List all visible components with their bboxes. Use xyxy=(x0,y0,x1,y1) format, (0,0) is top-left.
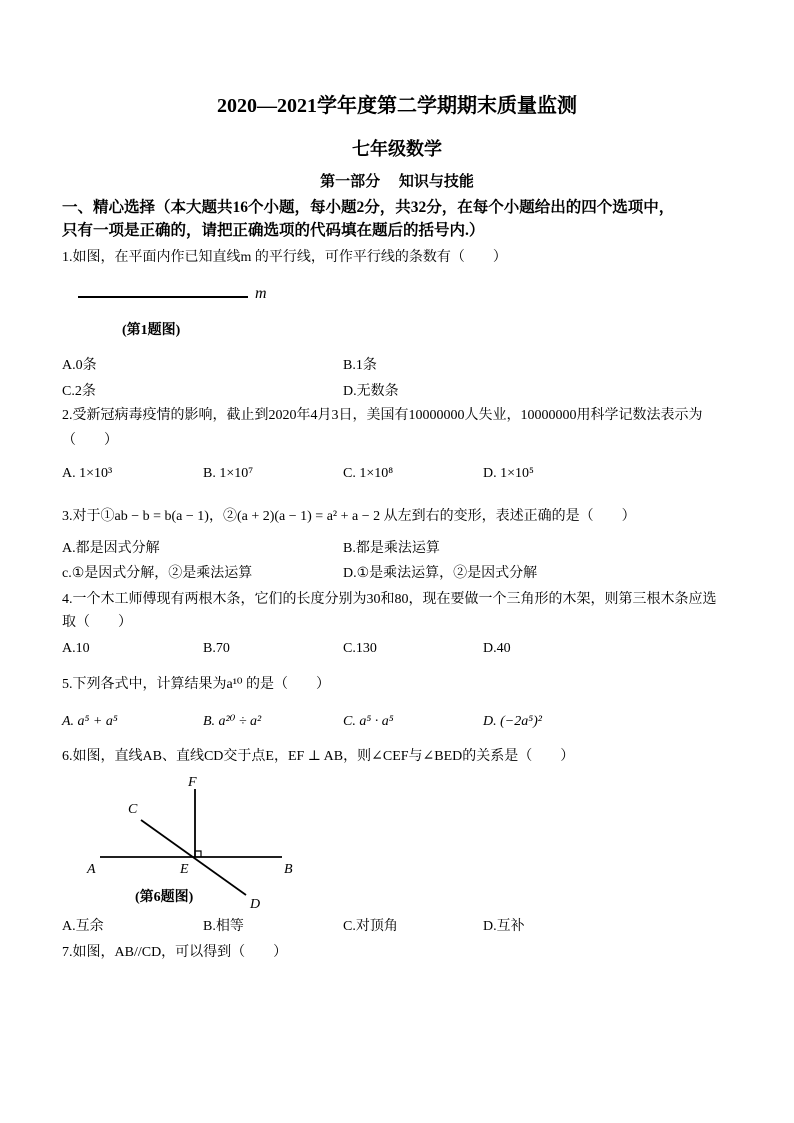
part-heading: 第一部分 知识与技能 xyxy=(320,174,474,190)
q2-option-d: D. 1×10⁵ xyxy=(483,466,534,481)
question-5-stem: 5.下列各式中，计算结果为a¹⁰ 的是（ ） xyxy=(62,677,331,692)
label-f: F xyxy=(188,775,197,790)
q2-option-a: A. 1×10³ xyxy=(62,466,113,481)
figure-1-caption: (第1题图) xyxy=(122,323,181,338)
section-instructions: 一、精心选择（本大题共16个小题，每小题2分，共32分，在每个小题给出的四个选项中， xyxy=(62,199,675,216)
q5-option-c: C. a⁵ · a⁵ xyxy=(343,714,394,729)
q1-option-d: D.无数条 xyxy=(343,384,399,399)
question-6-stem: 6.如图，直线AB、直线CD交于点E，EF ⊥ AB，则∠CEF与∠BED的关系是（ ） xyxy=(62,749,575,764)
q4-option-a: A.10 xyxy=(62,641,90,656)
q3-option-b: B.都是乘法运算 xyxy=(343,541,440,556)
exam-subtitle: 七年级数学 xyxy=(352,139,442,159)
q5-option-b: B. a²⁰ ÷ a² xyxy=(203,714,262,729)
label-d: D xyxy=(250,897,261,912)
q1-option-b: B.1条 xyxy=(343,358,377,373)
question-7-stem: 7.如图，AB//CD，可以得到（ ） xyxy=(62,945,288,960)
q6-option-d: D.互补 xyxy=(483,919,525,934)
exam-title: 2020—2021学年度第二学期期末质量监测 xyxy=(217,95,577,117)
section-instructions-2: 只有一项是正确的，请把正确选项的代码填在题后的括号内.） xyxy=(62,222,485,239)
q6-option-a: A.互余 xyxy=(62,919,104,934)
q5-option-a: A. a⁵ + a⁵ xyxy=(62,714,118,729)
question-3-stem: 3.对于①ab − b = b(a − 1)，②(a + 2)(a − 1) = a² + a − 2 从左到右的变形，表述正确的是（ ） xyxy=(62,509,636,524)
q3-option-c: c.①是因式分解，②是乘法运算 xyxy=(62,566,253,581)
line-m-label: m xyxy=(255,285,267,302)
question-2-paren: （ ） xyxy=(62,433,118,448)
q2-option-c: C. 1×10⁸ xyxy=(343,466,394,481)
q4-option-d: D.40 xyxy=(483,641,511,656)
q3-option-a: A.都是因式分解 xyxy=(62,541,160,556)
label-b: B xyxy=(284,862,293,877)
question-4-cont: 取（ ） xyxy=(62,615,132,630)
q1-option-a: A.0条 xyxy=(62,358,97,373)
label-a: A xyxy=(87,862,96,877)
question-1-stem: 1.如图，在平面内作已知直线m 的平行线，可作平行线的条数有（ ） xyxy=(62,250,507,265)
q2-option-b: B. 1×10⁷ xyxy=(203,466,254,481)
q4-option-c: C.130 xyxy=(343,641,377,656)
label-e: E xyxy=(180,862,189,877)
q6-option-b: B.相等 xyxy=(203,919,244,934)
q1-option-c: C.2条 xyxy=(62,384,96,399)
label-c: C xyxy=(128,802,138,817)
q5-option-d: D. (−2a⁵)² xyxy=(483,714,542,729)
q3-option-d: D.①是乘法运算，②是因式分解 xyxy=(343,566,538,581)
question-4-stem: 4.一个木工师傅现有两根木条，它们的长度分别为30和80，现在要做一个三角形的木架，则第三根木条应选 xyxy=(62,592,717,607)
q4-option-b: B.70 xyxy=(203,641,230,656)
figure-6-caption: (第6题图) xyxy=(135,890,194,905)
question-2-stem: 2.受新冠病毒疫情的影响，截止到2020年4月3日，美国有10000000人失业，10000000用科学记数法表示为 xyxy=(62,408,703,423)
q6-option-c: C.对顶角 xyxy=(343,919,398,934)
